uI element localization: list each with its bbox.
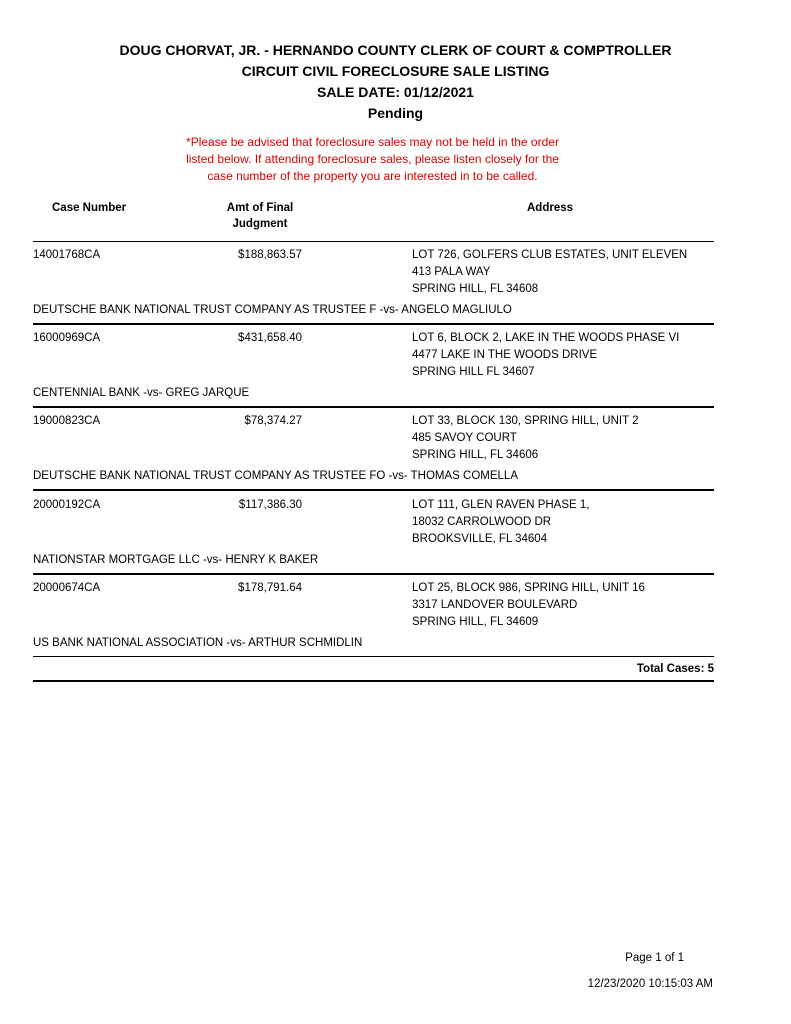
header-title-line1: DOUG CHORVAT, JR. - HERNANDO COUNTY CLERK OF COURT & COMPTROLLER xyxy=(119,42,672,58)
column-header-case-number: Case Number xyxy=(52,202,127,214)
address-line: SPRING HILL, FL 34608 xyxy=(412,283,539,295)
case-parties: DEUTSCHE BANK NATIONAL TRUST COMPANY AS TRUSTEE FO -vs- THOMAS COMELLA xyxy=(33,470,518,482)
address-line: LOT 33, BLOCK 130, SPRING HILL, UNIT 2 xyxy=(412,415,639,427)
case-parties: CENTENNIAL BANK -vs- GREG JARQUE xyxy=(33,387,250,399)
column-header-amount-line2: Judgment xyxy=(232,218,288,230)
case-number: 20000674CA xyxy=(33,582,101,594)
status-pending: Pending xyxy=(367,105,424,121)
judgment-amount: $431,658.40 xyxy=(238,332,302,344)
address-line: 3317 LANDOVER BOULEVARD xyxy=(412,599,578,611)
row-divider xyxy=(33,573,714,575)
address-line: BROOKSVILLE, FL 34604 xyxy=(412,533,548,545)
print-timestamp: 12/23/2020 10:15:03 AM xyxy=(587,978,713,990)
total-cases: Total Cases: 5 xyxy=(636,663,714,675)
case-number: 19000823CA xyxy=(33,415,101,427)
case-parties: US BANK NATIONAL ASSOCIATION -vs- ARTHUR SCHMIDLIN xyxy=(33,637,363,649)
row-divider xyxy=(33,406,714,408)
notice-line2: listed below. If attending foreclosure sales, please listen closely for the xyxy=(186,152,559,166)
case-parties: NATIONSTAR MORTGAGE LLC -vs- HENRY K BAKER xyxy=(33,554,319,566)
row-divider xyxy=(33,489,714,491)
row-divider xyxy=(33,656,714,657)
judgment-amount: $178,791.64 xyxy=(238,582,302,594)
total-divider xyxy=(33,680,714,682)
sale-date: SALE DATE: 01/12/2021 xyxy=(317,84,474,100)
judgment-amount: $117,386.30 xyxy=(238,499,302,511)
address-line: LOT 111, GLEN RAVEN PHASE 1, xyxy=(412,499,590,511)
address-line: LOT 726, GOLFERS CLUB ESTATES, UNIT ELEVEN xyxy=(412,249,688,261)
address-line: LOT 25, BLOCK 986, SPRING HILL, UNIT 16 xyxy=(412,582,645,594)
judgment-amount: $78,374.27 xyxy=(244,415,302,427)
address-line: LOT 6, BLOCK 2, LAKE IN THE WOODS PHASE VI xyxy=(412,332,680,344)
column-header-amount-line1: Amt of Final xyxy=(226,202,294,214)
page-number: Page 1 of 1 xyxy=(625,952,684,964)
notice-line1: *Please be advised that foreclosure sales may not be held in the order xyxy=(186,135,559,149)
address-line: SPRING HILL, FL 34609 xyxy=(412,616,539,628)
address-line: 485 SAVOY COURT xyxy=(412,432,517,444)
case-number: 20000192CA xyxy=(33,499,101,511)
case-number: 16000969CA xyxy=(33,332,101,344)
case-parties: DEUTSCHE BANK NATIONAL TRUST COMPANY AS TRUSTEE F -vs- ANGELO MAGLIULO xyxy=(33,304,512,316)
address-line: 4477 LAKE IN THE WOODS DRIVE xyxy=(412,349,598,361)
case-number: 14001768CA xyxy=(33,249,101,261)
address-line: SPRING HILL FL 34607 xyxy=(412,366,535,378)
header-divider xyxy=(33,241,714,242)
header-title-line2: CIRCUIT CIVIL FORECLOSURE SALE LISTING xyxy=(241,63,550,79)
judgment-amount: $188,863.57 xyxy=(238,249,302,261)
notice-line3: case number of the property you are interested in to be called. xyxy=(207,169,538,183)
row-divider xyxy=(33,323,714,325)
address-line: 413 PALA WAY xyxy=(412,266,491,278)
column-header-address: Address xyxy=(526,202,574,214)
address-line: SPRING HILL, FL 34606 xyxy=(412,449,539,461)
address-line: 18032 CARROLWOOD DR xyxy=(412,516,552,528)
